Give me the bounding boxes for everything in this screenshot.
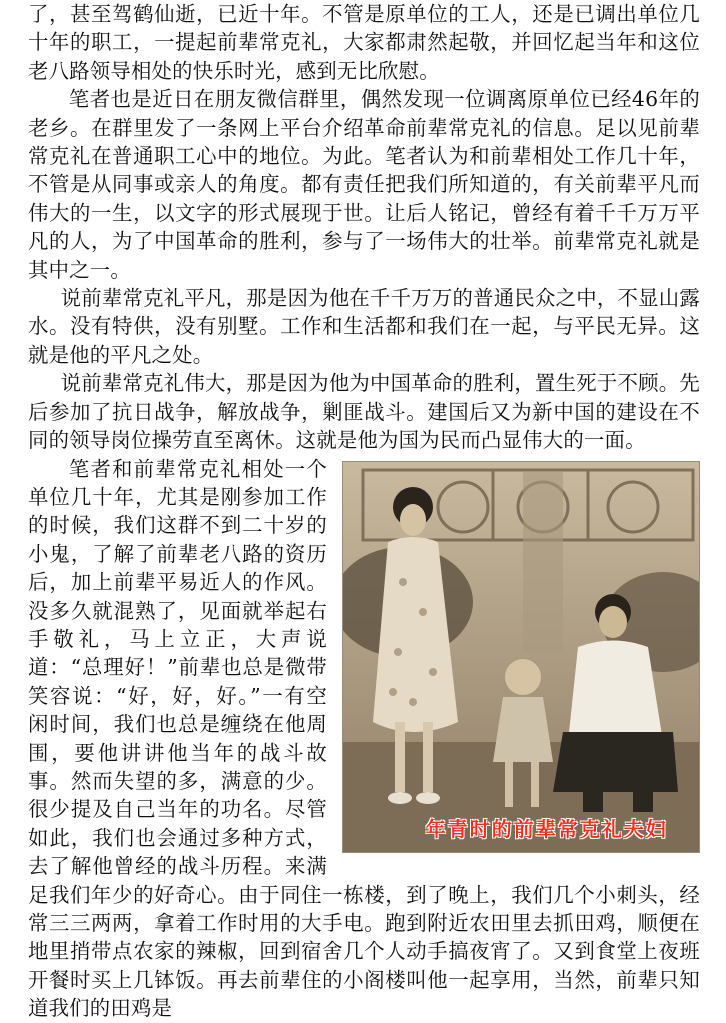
- paragraph-4: 说前辈常克礼伟大，那是因为他为中国革命的胜利，置生死于不顾。先后参加了抗日战争，解放战争，剿匪战斗。建国后又为新中国的建设在不同的领导岗位操劳直至离休。这就是他为国为民而凸显伟大的一面。: [28, 371, 700, 453]
- photo-illustration: [343, 462, 699, 852]
- couple-photo: [342, 461, 700, 853]
- photo-float: [341, 461, 700, 853]
- photo-caption: 年青时的前辈常克礼夫妇: [425, 817, 668, 842]
- paragraph-1: 了，甚至驾鹤仙逝，已近十年。不管是原单位的工人，还是已调出单位几十年的职工，一提起前辈常克礼，大家都肃然起敬，并回忆起当年和这位老八路领导相处的快乐时光，感到无比欣慰。: [28, 2, 700, 83]
- paragraph-2: 笔者也是近日在朋友微信群里，偶然发现一位调离原单位已经46年的老乡。在群里发了一条网上平台介绍革命前辈常克礼的信息。足以见前辈常克礼在普通职工心中的地位。为此。笔者认为和前辈相处工作几十年，不管是从同事或亲人的角度。都有责任把我们所知道的，有关前辈平凡而伟大的一生，以文字的形式展现于世。让后人铭记，曾经有着千千万万平凡的人，为了中国革命的胜利，参与了一场伟大的壮举。前辈常克礼就是其中之一。: [28, 87, 700, 282]
- paragraph-5-text: 笔者和前辈常克礼相处一个单位几十年，尤其是刚参加工作的时候，我们这群不到二十岁的小鬼，了解了前辈老八路的资历后，加上前辈平易近人的作风。没多久就混熟了，见面就举起右手敬礼，马上立正，大声说道：“总理好！”前辈也总是微带笑容说：“好，好，好。”一有空闲时间，我们也总是缠绕在他周围，要他讲讲他当年的战斗故事。然而失望的多，满意的少。很少提及自己当年的功名。尽管如此，我们也会通过多种方式，去了解他曾经的战斗历程。来满足我们年少的好奇心。由于同住一栋楼，到了晚上，我们几个小刺头，经常三三两两，拿着工作时用的大手电。跑到附近农田里去抓田鸡，顺便在地里捎带点农家的辣椒，回到宿舍几个人动手搞夜宵了。又到食堂上夜班开餐时买上几钵饭。再去前辈住的小阁楼叫他一起享用，当然，前辈只知道我们的田鸡是: [28, 456, 700, 1021]
- article-page: [28, 0, 700, 1021]
- paragraph-3: 说前辈常克礼平凡，那是因为他在千千万万的普通民众之中，不显山露水。没有特供，没有别墅。工作和生活都和我们在一起，与平民无异。这就是他的平凡之处。: [28, 286, 700, 367]
- paragraph-5-wrapper: [28, 455, 700, 1023]
